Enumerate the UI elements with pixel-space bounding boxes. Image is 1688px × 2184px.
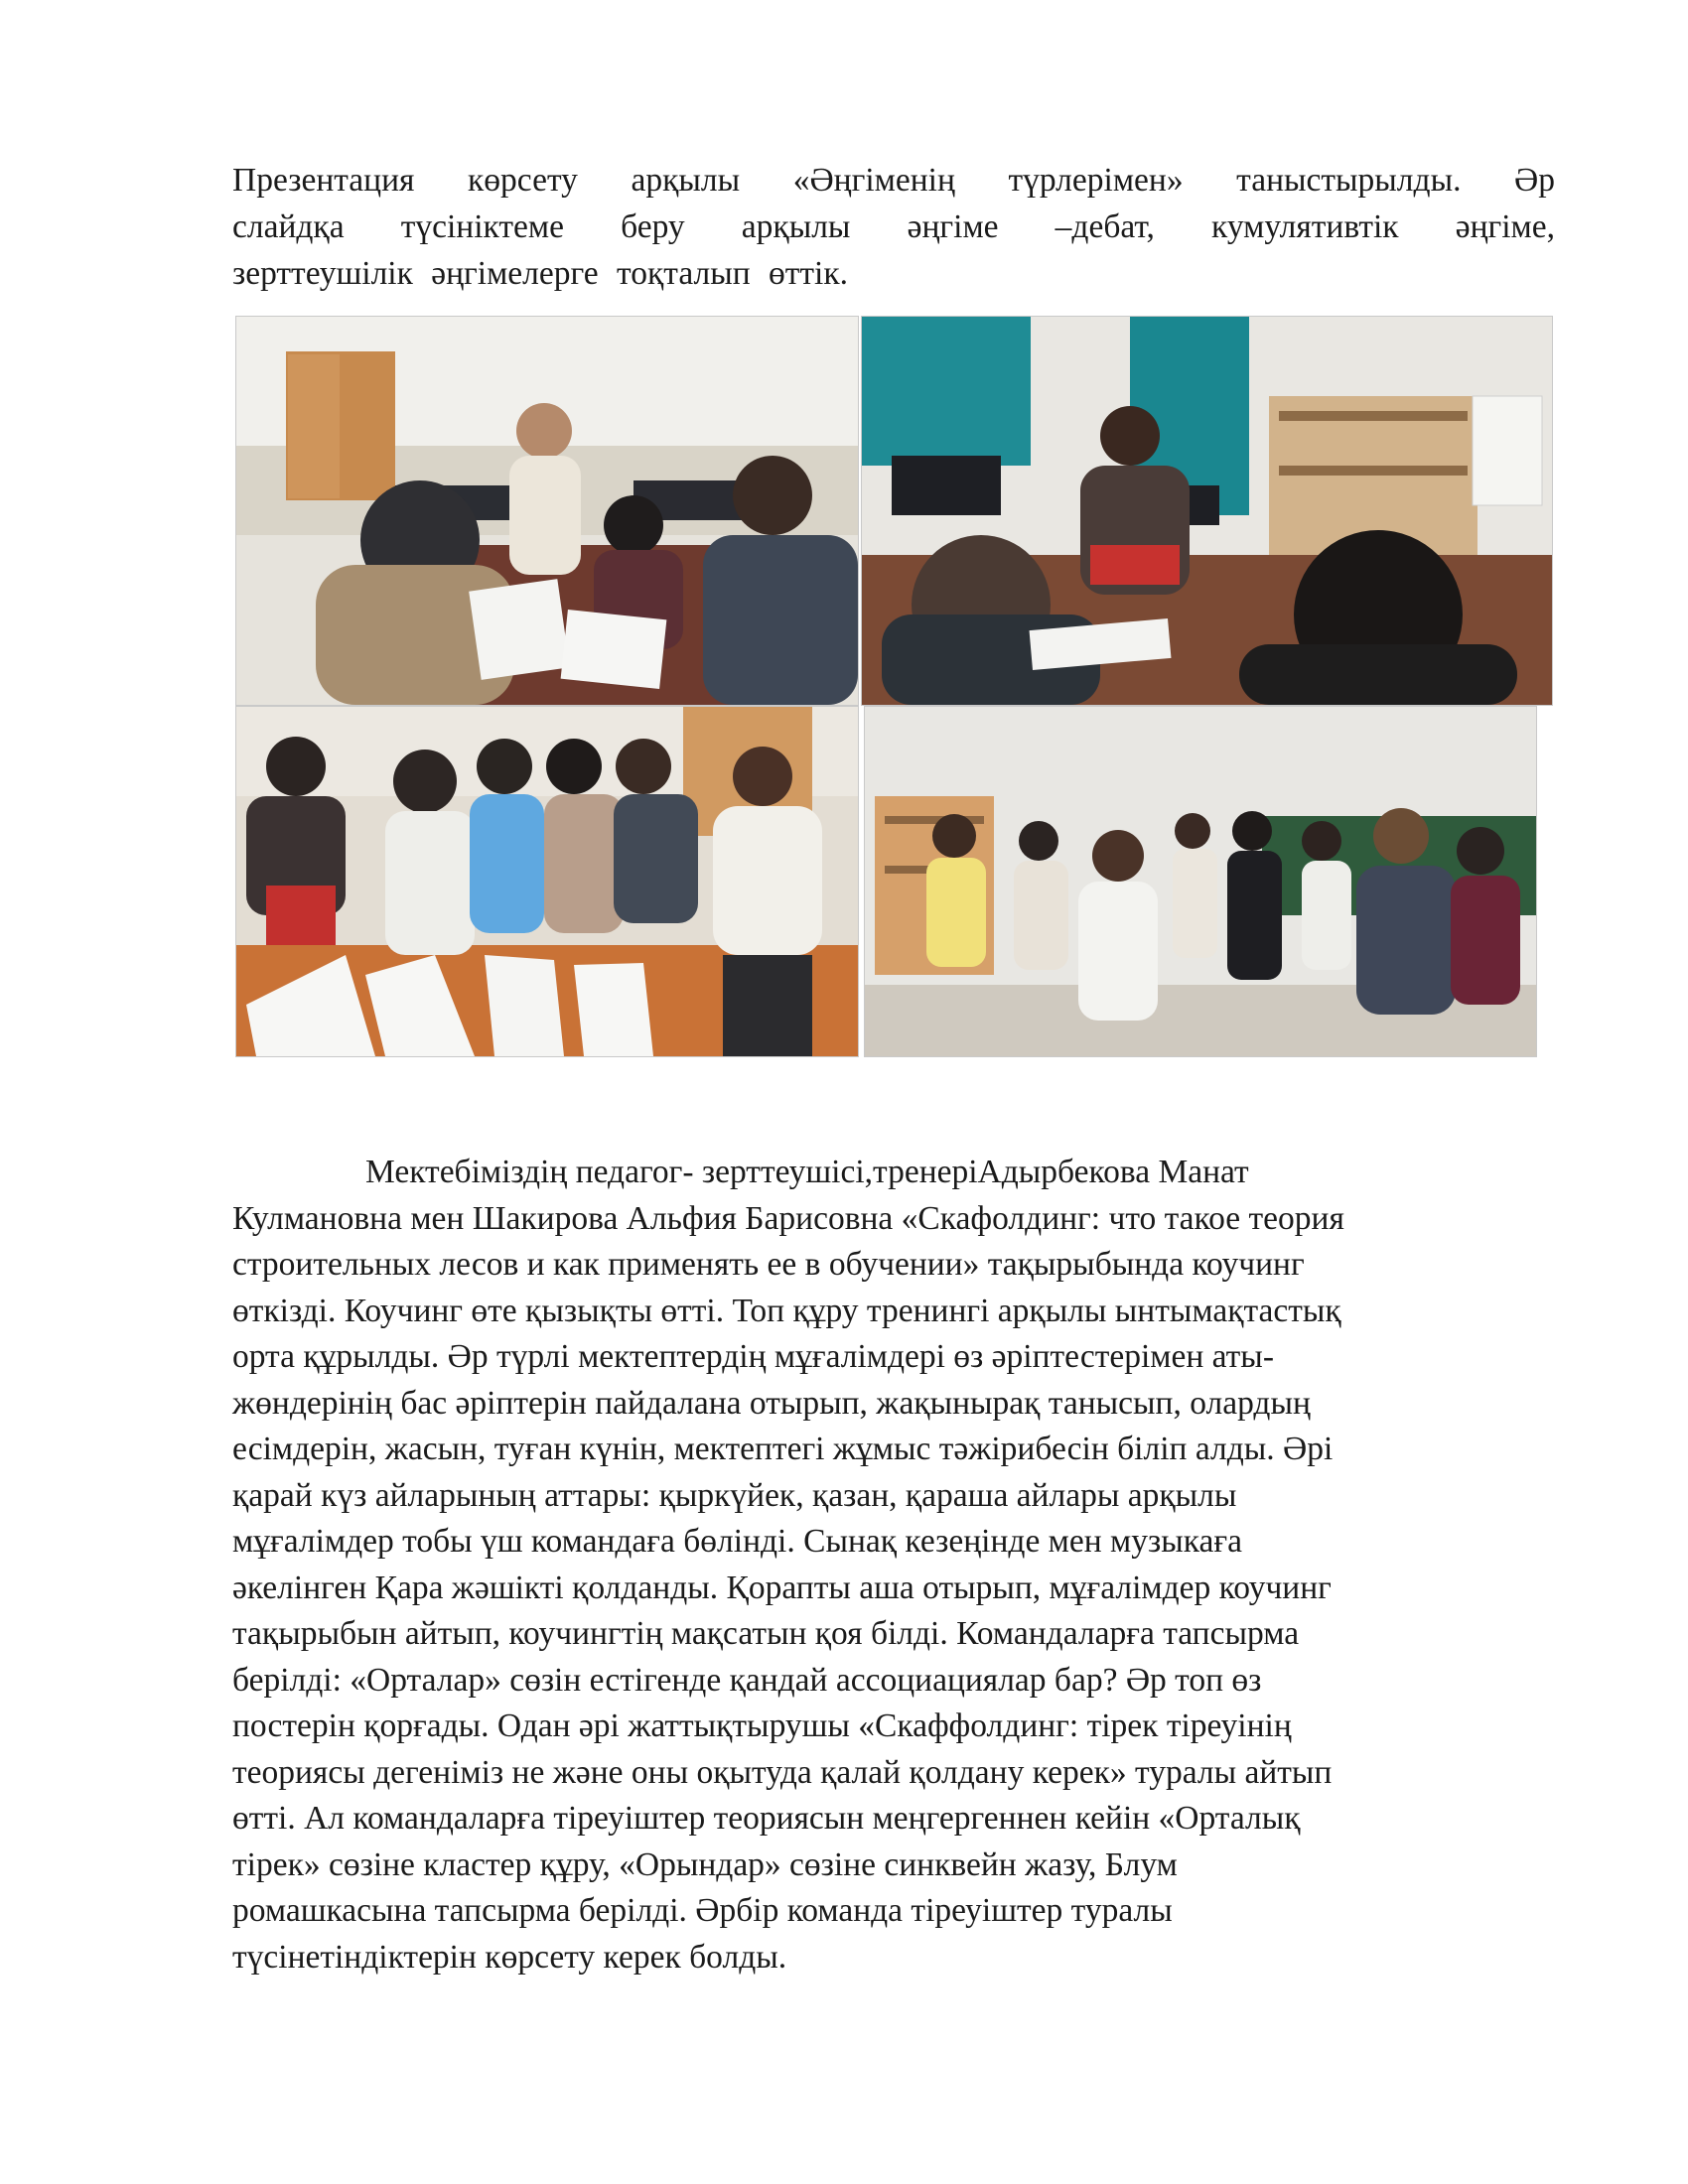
photo-classroom-group-discussion — [235, 316, 859, 706]
body-line: әкелінген Қара жәшікті қолданды. Қорапты аша отырып, мұғалімдер коучинг — [232, 1569, 1332, 1606]
body-line: строительных лесов и как применять ее в обучении» тақырыбында коучинг — [232, 1246, 1305, 1283]
intro-paragraph — [232, 157, 1555, 297]
body-line: өткізді. Коучинг өте қызықты өтті. Топ құру тренингі арқылы ынтымақтастық — [232, 1292, 1341, 1329]
body-line: теориясы дегеніміз не және оны оқытуда қалай қолдану керек» туралы айтып — [232, 1753, 1333, 1791]
body-line: Кулмановна мен Шакирова Альфия Барисовна «Скафолдинг: что такое теория — [232, 1199, 1344, 1237]
photo-group-with-paper-strips — [235, 706, 859, 1057]
body-line: жөндерінің бас әріптерін пайдалана отырып, жақынырақ танысып, олардың — [232, 1384, 1311, 1422]
body-line: түсінетіндіктерін көрсету керек болды. — [232, 1938, 787, 1976]
body-line: қарай күз айларының аттары: қыркүйек, қазан, қараша айлары арқылы — [232, 1476, 1237, 1514]
body-line: тақырыбын айтып, коучингтің мақсатын қоя білді. Командаларға тапсырма — [232, 1615, 1300, 1652]
body-line: берілді: «Орталар» сөзін естігенде қандай ассоциациялар бар? Әр топ өз — [232, 1661, 1262, 1699]
body-line: есімдерін, жасын, туған күнін, мектептегі жұмыс тәжірибесін біліп алды. Әрі — [232, 1431, 1334, 1467]
body-line: өтті. Ал командаларға тіреуіштер теориясын меңгергеннен кейін «Орталық — [232, 1800, 1301, 1837]
body-line: тірек» сөзіне кластер құру, «Орындар» сөзіне синквейн жазу, Блум — [232, 1845, 1178, 1883]
photo-teachers-standing-circle — [864, 706, 1537, 1057]
body-line: постерін қорғады. Одан әрі жаттықтырушы «Скаффолдинг: тірек тіреуінің — [232, 1707, 1292, 1744]
body-line: орта құрылды. Әр түрлі мектептердің мұғалімдері өз әріптестерімен аты- — [232, 1338, 1274, 1375]
body-paragraph — [232, 1150, 1553, 1980]
body-line: мұғалімдер тобы үш командаға бөлінді. Сынақ кезеңінде мен музыкаға — [232, 1523, 1242, 1560]
intro-line: зерттеушілік әңгімелерге тоқталып өттік. — [232, 255, 848, 292]
intro-line: слайдқа түсініктеме беру арқылы әңгіме –дебат, кумулятивтік әңгіме, — [232, 208, 1555, 245]
body-line: Мектебіміздің педагог- зерттеушісі,тренеріАдырбекова Манат — [365, 1154, 1249, 1190]
photo-teacher-in-floral-blouse — [861, 316, 1553, 706]
intro-line: Презентация көрсету арқылы «Әңгіменің түрлерімен» таныстырылды. Әр — [232, 162, 1555, 199]
body-line: ромашкасына тапсырма берілді. Әрбір команда тіреуіштер туралы — [232, 1892, 1173, 1929]
